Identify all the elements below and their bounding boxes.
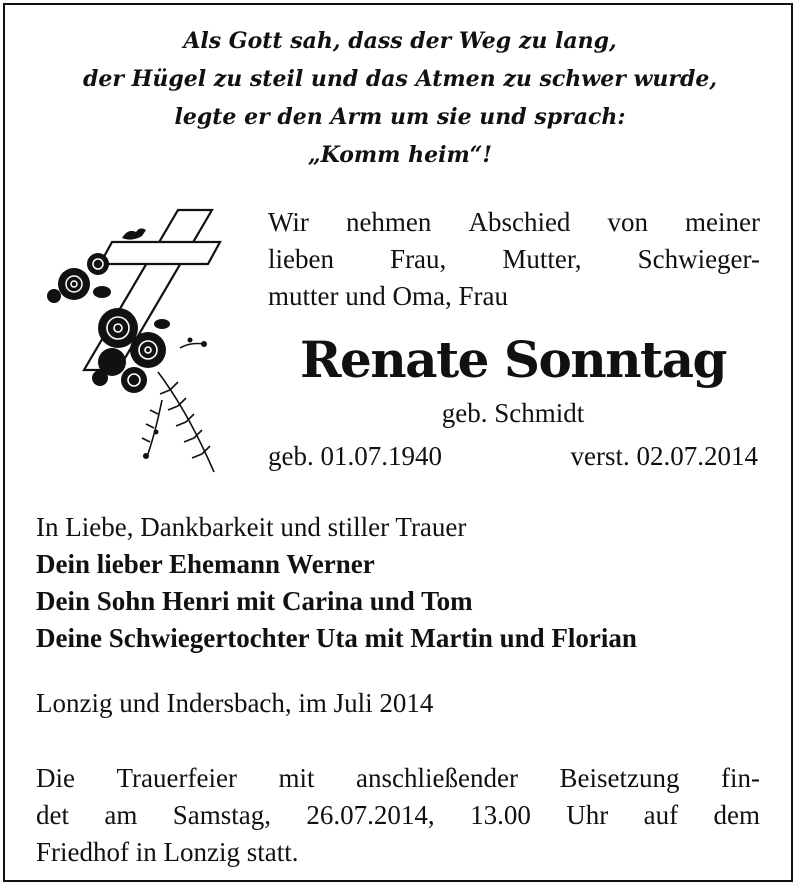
mourners-intro: In Liebe, Dankbarkeit und stiller Trauer — [36, 512, 467, 542]
word: Schwieger- — [637, 244, 760, 274]
word: Abschied — [468, 207, 571, 237]
word: Trauerfeier — [116, 763, 237, 793]
poem-line: der Hügel zu steil und das Atmen zu schwer wurde, — [82, 66, 718, 92]
mourner-line: Dein Sohn Henri mit Carina und Tom — [36, 586, 473, 616]
word: mit — [278, 763, 315, 793]
cross-with-roses-icon — [40, 200, 230, 485]
intro-line-2 — [268, 241, 760, 278]
funeral-line-3: Friedhof in Lonzig statt. — [36, 837, 299, 867]
word: Die — [36, 763, 75, 793]
word: von — [607, 207, 648, 237]
mourners — [36, 509, 760, 657]
poem-line: „Komm heim“! — [307, 142, 493, 168]
word: Frau, — [390, 244, 447, 274]
funeral-line-2 — [36, 797, 760, 834]
death-date: verst. 02.07.2014 — [570, 441, 758, 471]
life-dates — [268, 441, 758, 472]
word: 26.07.2014, — [306, 800, 435, 830]
word: 13.00 — [470, 800, 531, 830]
maiden-name: geb. Schmidt — [441, 398, 585, 428]
birth-date: geb. 01.07.1940 — [268, 441, 442, 471]
deceased-name: Renate Sonntag — [299, 330, 727, 389]
word: nehmen — [345, 207, 432, 237]
word: Samstag, — [172, 800, 272, 830]
poem — [0, 22, 800, 174]
mourner-line: Dein lieber Ehemann Werner — [36, 549, 375, 579]
poem-line: legte er den Arm um sie und sprach: — [174, 104, 626, 130]
word: Wir — [268, 207, 309, 237]
word: anschließender — [356, 763, 518, 793]
word: auf — [643, 800, 679, 830]
intro-line-1 — [268, 204, 760, 241]
word: det — [36, 800, 69, 830]
word: Uhr — [566, 800, 609, 830]
cross-beam-horizontal — [100, 242, 220, 264]
mourner-line: Deine Schwiegertochter Uta mit Martin und Florian — [36, 623, 637, 653]
word: dem — [713, 800, 760, 830]
funeral-info — [36, 760, 760, 871]
place-date: Lonzig und Indersbach, im Juli 2014 — [36, 688, 434, 718]
funeral-line-1 — [36, 760, 760, 797]
poem-line: Als Gott sah, dass der Weg zu lang, — [183, 28, 617, 54]
word: am — [104, 800, 138, 830]
intro-text — [268, 204, 760, 315]
word: lieben — [268, 244, 334, 274]
word: fin- — [721, 763, 760, 793]
word: meiner — [685, 207, 760, 237]
bud-icon — [122, 228, 146, 239]
word: Mutter, — [502, 244, 582, 274]
intro-line-3: mutter und Oma, Frau — [268, 281, 508, 311]
word: Beisetzung — [559, 763, 680, 793]
